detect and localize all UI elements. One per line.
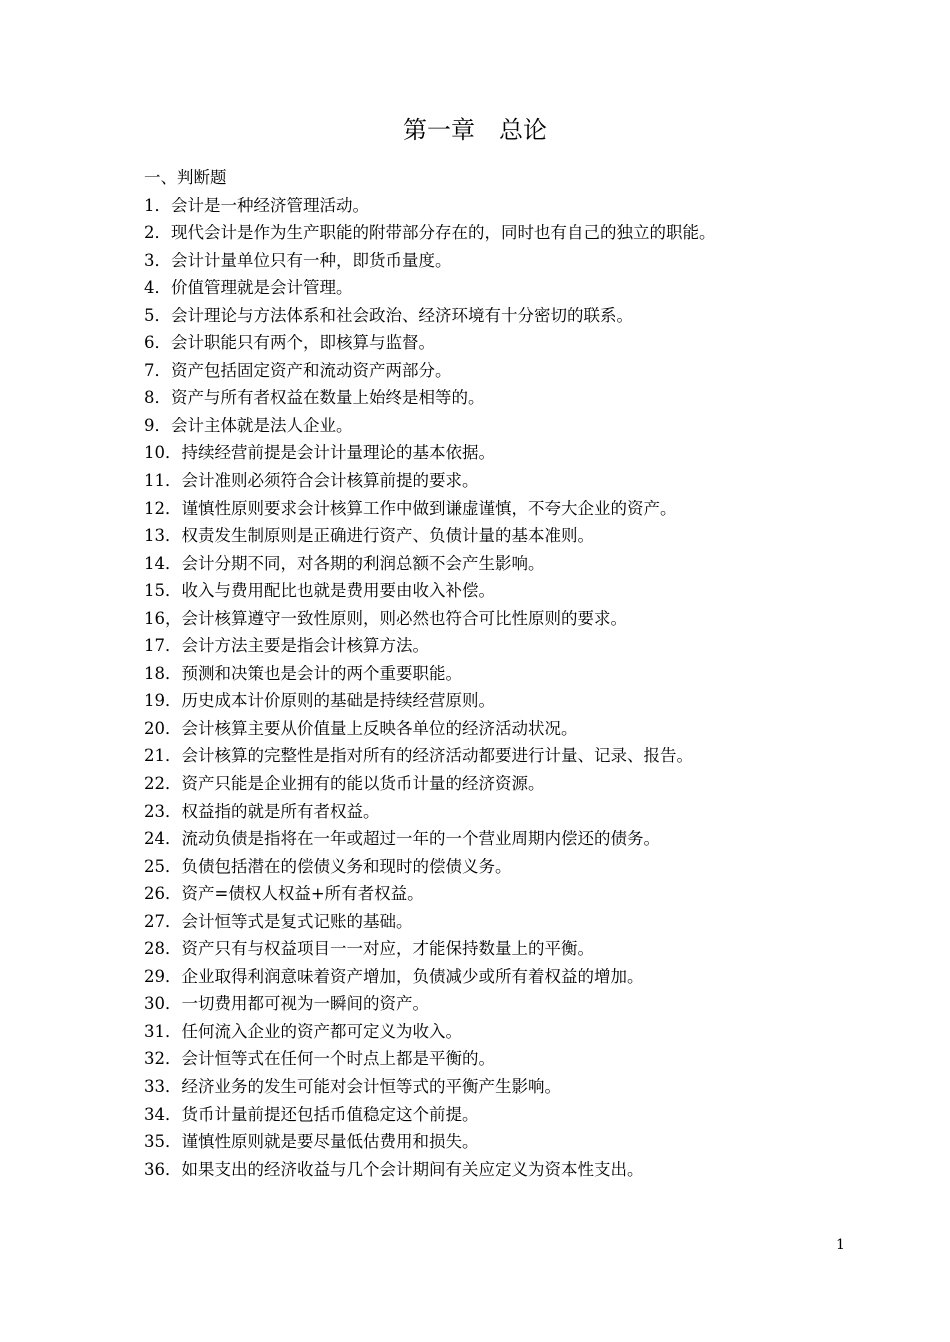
- question-item: 13．权责发生制原则是正确进行资产、负债计量的基本准则。: [144, 526, 594, 546]
- question-item: 26．资产=债权人权益+所有者权益。: [144, 884, 424, 904]
- question-item: 34．货币计量前提还包括币值稳定这个前提。: [144, 1104, 479, 1124]
- question-item: 6．会计职能只有两个，即核算与监督。: [144, 333, 435, 353]
- question-item: 23．权益指的就是所有者权益。: [144, 801, 380, 821]
- question-item: 16，会计核算遵守一致性原则，则必然也符合可比性原则的要求。: [144, 608, 627, 628]
- question-item: 15．收入与费用配比也就是费用要由收入补偿。: [144, 581, 495, 601]
- question-item: 27．会计恒等式是复式记账的基础。: [144, 911, 413, 931]
- question-item: 30．一切费用都可视为一瞬间的资产。: [144, 994, 429, 1014]
- question-item: 8．资产与所有者权益在数量上始终是相等的。: [144, 388, 485, 408]
- question-item: 31．任何流入企业的资产都可定义为收入。: [144, 1021, 462, 1041]
- question-item: 19．历史成本计价原则的基础是持续经营原则。: [144, 691, 495, 711]
- question-item: 20．会计核算主要从价值量上反映各单位的经济活动状况。: [144, 718, 578, 738]
- question-item: 9．会计主体就是法人企业。: [144, 415, 353, 435]
- question-item: 4．价值管理就是会计管理。: [144, 278, 353, 298]
- question-item: 1．会计是一种经济管理活动。: [144, 195, 369, 215]
- question-item: 33．经济业务的发生可能对会计恒等式的平衡产生影响。: [144, 1077, 561, 1096]
- question-item: 35．谨慎性原则就是要尽量低估费用和损失。: [144, 1132, 479, 1152]
- page-title: 第一章 总论: [403, 116, 547, 144]
- question-item: 3．会计计量单位只有一种，即货币量度。: [144, 250, 452, 270]
- section-heading: 一、判断题: [144, 168, 227, 187]
- question-item: 32．会计恒等式在任何一个时点上都是平衡的。: [144, 1049, 495, 1069]
- question-item: 25．负债包括潜在的偿债义务和现时的偿债义务。: [144, 856, 512, 876]
- question-item: 5．会计理论与方法体系和社会政治、经济环境有十分密切的联系。: [144, 305, 633, 325]
- question-item: 10．持续经营前提是会计计量理论的基本依据。: [144, 443, 495, 463]
- question-item: 18．预测和决策也是会计的两个重要职能。: [144, 663, 462, 683]
- question-list: [144, 192, 864, 1184]
- question-item: 36．如果支出的经济收益与几个会计期间有关应定义为资本性支出。: [144, 1159, 644, 1179]
- question-item: 21．会计核算的完整性是指对所有的经济活动都要进行计量、记录、报告。: [144, 746, 693, 766]
- question-item: 2．现代会计是作为生产职能的附带部分存在的，同时也有自己的独立的职能。: [144, 223, 716, 243]
- question-item: 24．流动负债是指将在一年或超过一年的一个营业周期内偿还的债务。: [144, 829, 660, 849]
- question-item: 22．资产只能是企业拥有的能以货币计量的经济资源。: [144, 773, 545, 793]
- question-item: 7．资产包括固定资产和流动资产两部分。: [144, 360, 452, 380]
- question-item: 11．会计准则必须符合会计核算前提的要求。: [144, 470, 479, 490]
- true-false-section: [144, 164, 864, 1183]
- question-item: 12．谨慎性原则要求会计核算工作中做到谦虚谨慎，不夸大企业的资产。: [144, 498, 677, 518]
- question-item: 29．企业取得利润意味着资产增加，负债减少或所有着权益的增加。: [144, 966, 644, 986]
- question-item: 14．会计分期不同，对各期的利润总额不会产生影响。: [144, 553, 545, 573]
- question-item: 17．会计方法主要是指会计核算方法。: [144, 636, 429, 656]
- question-item: 28．资产只有与权益项目一一对应，才能保持数量上的平衡。: [144, 939, 594, 959]
- page-number: 1: [836, 1237, 845, 1253]
